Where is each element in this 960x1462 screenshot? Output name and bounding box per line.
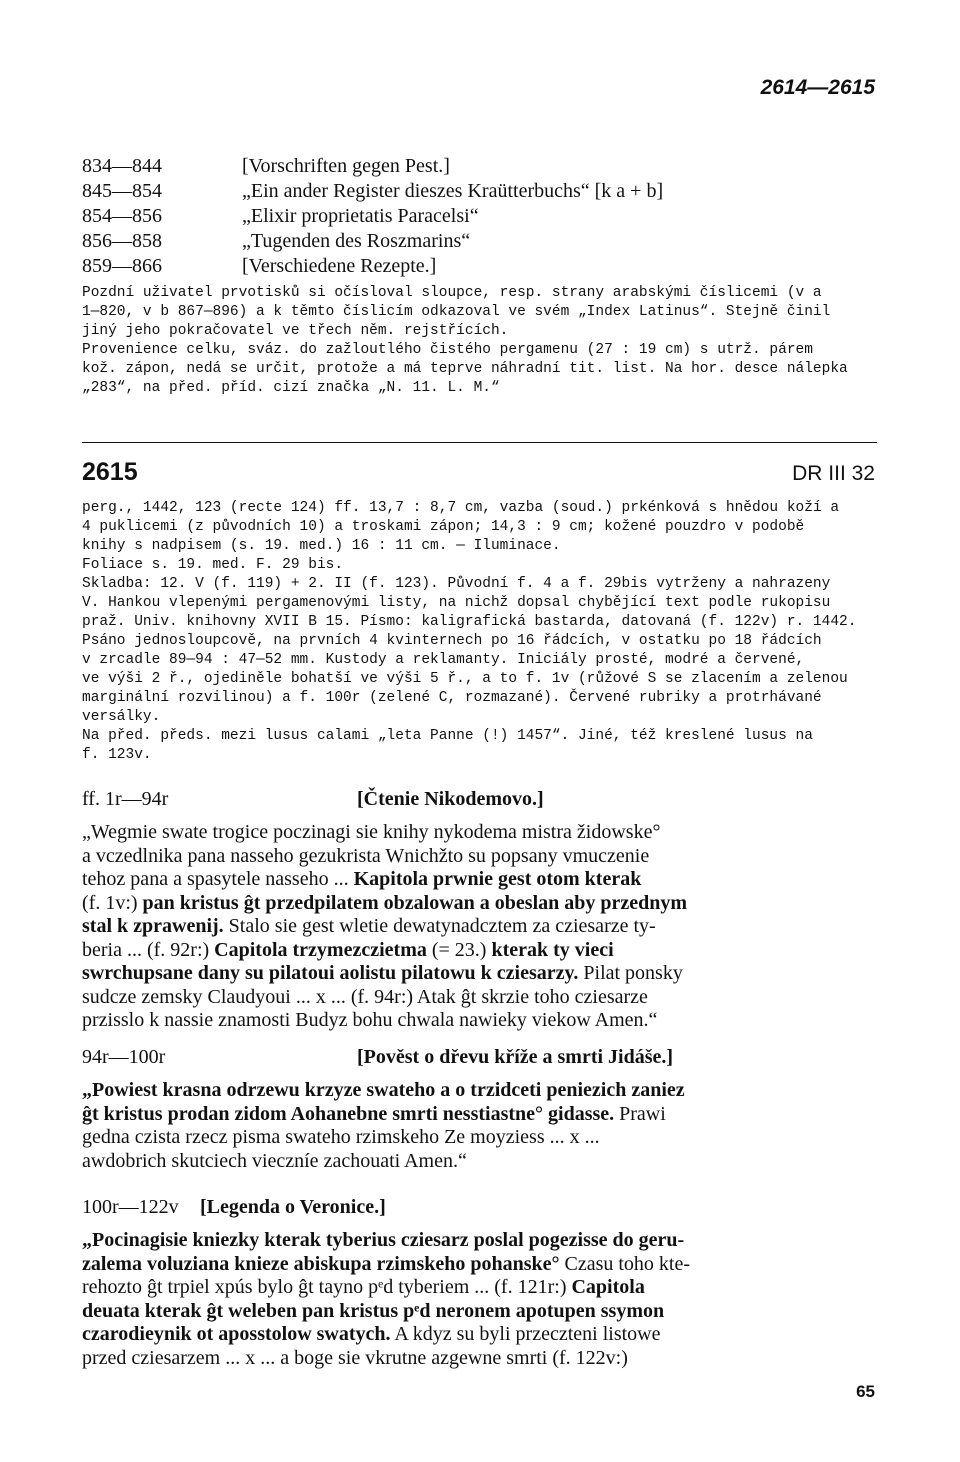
text-line [82, 821, 877, 845]
toc-title: [Vorschriften gegen Pest.] [242, 155, 450, 177]
note-line: 1—820, v b 867—896) a k těmto číslicím odkazoval ve svém „Index Latinus“. Stejně činil [82, 304, 831, 320]
note-line: Pozdní uživatel prvotisků si očísloval sloupce, resp. strany arabskými číslicemi (v a [82, 285, 822, 301]
description-line: v zrcadle 89—94 : 47—52 mm. Kustody a reklamanty. Iniciály prosté, modré a červené, [82, 652, 805, 668]
text-line [82, 1276, 877, 1300]
toc-row [82, 254, 663, 279]
bold-rubric: czarodieynik ot aposstolow swatych. [82, 1323, 391, 1345]
text-run: A kdyz su byli przeczteni listowe [390, 1323, 661, 1345]
description-line: Skladba: 12. V (f. 119) + 2. II (f. 123). Původní f. 4 a f. 29bis vytrženy a nahrazeny [82, 576, 831, 592]
shelfmark: DR III 32 [792, 462, 875, 485]
text-line [82, 1347, 877, 1371]
content-section [82, 1196, 877, 1370]
provenance-note [82, 284, 877, 398]
text-line [82, 1126, 877, 1150]
toc-folio-range: 859—866 [82, 255, 162, 277]
text-run: rehozto ĝt trpiel xpús bylo ĝt tayno pᵉd tyberiem ... (f. 121r:) [82, 1276, 572, 1298]
text-run: przisslo k nassie znamosti Budyz bohu chwala nawieky viekow Amen.“ [82, 1009, 658, 1031]
toc-folio-range: 854—856 [82, 205, 162, 227]
toc-row [82, 204, 663, 229]
section-divider [82, 442, 877, 443]
bold-rubric: Capitola trzymezczietma [214, 938, 427, 961]
description-line: praž. Univ. knihovny XVII B 15. Písmo: kaligrafická bastarda, datovaná (f. 122v) r. 1442. [82, 614, 857, 630]
bold-rubric: swrchupsane dany su pilatoui aolistu pilatowu k cziesarzy. [82, 962, 579, 984]
section-title: [Legenda o Veronice.] [200, 1196, 386, 1218]
text-run: Prawi [614, 1102, 666, 1125]
text-line [82, 939, 877, 963]
section-folio-range: ff. 1r—94r [82, 788, 169, 810]
toc-folio-range: 845—854 [82, 180, 162, 202]
text-line [82, 892, 877, 916]
toc-title: „Elixir proprietatis Paracelsi“ [242, 205, 479, 227]
bold-rubric: zalema voluziana knieze abiskupa rzimskeho pohanske° [82, 1252, 560, 1275]
section-text [82, 821, 877, 1033]
text-line [82, 868, 877, 892]
entry-number: 2615 [82, 458, 138, 486]
description-line: ve výši 2 ř., ojediněle bohatší ve výši 5 ř., a to f. 1v (růžové S se zlacením a zelenou [82, 671, 848, 687]
text-run: (f. 1v:) [82, 891, 143, 914]
text-run: tehoz pana a spasytele nasseho ... [82, 868, 354, 890]
text-run: beria ... (f. 92r:) [82, 938, 215, 961]
toc-row [82, 229, 663, 254]
text-line [82, 1079, 877, 1103]
description-line: Na před. předs. mezi lusus calami „leta Panne (!) 1457“. Jiné, též kreslené lusus na [82, 728, 813, 744]
text-run: (= 23.) [426, 938, 492, 961]
text-line [82, 845, 877, 869]
bold-rubric: Capitola [571, 1276, 645, 1298]
bold-rubric: Kapitola prwnie gest otom kterak [353, 868, 642, 890]
toc-folio-range: 856—858 [82, 230, 162, 252]
text-run: „Wegmie swate trogice poczinagi sie knihy nykodema mistra židowske° [82, 821, 661, 843]
text-line [82, 915, 877, 939]
bold-rubric: deuata kterak ĝt weleben pan kristus pᵉd neronem apotupen ssymon [82, 1299, 665, 1322]
text-run: a vczedlnika pana nasseho gezukrista Wnichžto su popsany vmuczenie [82, 844, 650, 867]
page-number: 65 [856, 1382, 875, 1401]
text-line [82, 1150, 877, 1174]
content-section [82, 788, 877, 1033]
text-line [82, 1103, 877, 1127]
bold-rubric: pan kristus ĝt przedpilatem obzalowan a obeslan aby przednym [142, 891, 688, 914]
text-line [82, 1253, 877, 1277]
text-run: gedna czista rzecz pisma swateho rzimskeho Ze moyziess ... x ... [82, 1126, 600, 1148]
text-line [82, 1009, 877, 1033]
text-line [82, 986, 877, 1010]
bold-rubric: „Powiest krasna odrzewu krzyze swateho a o trzidceti peniezich zaniez [82, 1079, 685, 1101]
bold-rubric: stal k zprawenij. [82, 915, 224, 937]
note-line: „283“, na před. příd. cizí značka „N. 11. L. M.“ [82, 380, 500, 396]
text-line [82, 1300, 877, 1324]
toc-row [82, 179, 663, 204]
text-run: sudcze zemsky Claudyoui ... x ... (f. 94r:) Atak ĝt skrzie toho cziesarze [82, 985, 648, 1008]
section-text [82, 1079, 877, 1173]
section-title: [Pověst o dřevu kříže a smrti Jidáše.] [357, 1046, 674, 1068]
bold-rubric: „Pocinagisie kniezky kterak tyberius cziesarz poslal pogezisse do geru- [82, 1229, 685, 1251]
toc-title: [Verschiedene Rezepte.] [242, 255, 437, 277]
description-line: knihy s nadpisem (s. 19. med.) 16 : 11 cm. — Iluminace. [82, 538, 561, 554]
text-run: Pilat ponsky [578, 962, 683, 984]
section-text [82, 1229, 877, 1370]
text-line [82, 1323, 877, 1347]
section-heading [82, 1046, 877, 1069]
toc-title: „Ein ander Register dieszes Kraütterbuchs“ [k a + b] [242, 180, 664, 202]
description-line: Psáno jednosloupcově, na prvních 4 kvinternech po 16 řádcích, v ostatku po 18 řádcích [82, 633, 822, 649]
toc-row [82, 154, 663, 179]
text-run: awdobrich skutciech vieczníe zachouati Amen.“ [82, 1149, 467, 1172]
description-line: versálky. [82, 709, 161, 725]
text-run: przed cziesarzem ... x ... a boge sie vkrutne azgewne smrti (f. 122v:) [82, 1346, 628, 1369]
description-line: V. Hankou vlepenými pergamenovými listy, na nichž dopsal chybějící text podle rukopisu [82, 595, 831, 611]
text-run: Czasu toho kte- [559, 1252, 691, 1275]
note-line: kož. zápon, nedá se určit, protože a má teprve náhradní tit. list. Na hor. desce nálepka [82, 361, 848, 377]
text-line [82, 962, 877, 986]
text-run: Stalo sie gest wletie dewatynadcztem za cziesarze ty- [223, 915, 656, 937]
description-line: Foliace s. 19. med. F. 29 bis. [82, 557, 344, 573]
description-line: f. 123v. [82, 747, 152, 763]
note-line: jiný jeho pokračovatel ve třech něm. rejstřících. [82, 323, 509, 339]
codex-description [82, 499, 877, 765]
toc-folio-range: 834—844 [82, 155, 162, 177]
running-header-range: 2614—2615 [760, 76, 875, 99]
note-line: Provenience celku, sváz. do zažloutlého čistého pergamenu (27 : 19 cm) s utrž. párem [82, 342, 813, 358]
section-heading [82, 788, 877, 811]
text-line [82, 1229, 877, 1253]
description-line: perg., 1442, 123 (recte 124) ff. 13,7 : 8,7 cm, vazba (soud.) prkénková s hnědou koží a [82, 500, 840, 516]
section-folio-range: 94r—100r [82, 1046, 166, 1068]
section-title: [Čtenie Nikodemovo.] [357, 788, 544, 810]
bold-rubric: kterak ty vieci [491, 938, 614, 961]
description-line: 4 puklicemi (z původních 10) a troskami zápon; 14,3 : 9 cm; kožené pouzdro v podobě [82, 519, 805, 535]
section-folio-range: 100r—122v [82, 1196, 179, 1218]
description-line: marginální rozvilinou) a f. 100r (zelené C, rozmazané). Červené rubriky a protrhávané [82, 690, 822, 706]
bold-rubric: ĝt kristus prodan zidom Aohanebne smrti nesstiastne° gidasse. [82, 1102, 615, 1125]
toc-title: „Tugenden des Roszmarins“ [242, 230, 471, 252]
contents-list [82, 154, 663, 279]
section-heading [82, 1196, 877, 1219]
content-section [82, 1046, 877, 1173]
